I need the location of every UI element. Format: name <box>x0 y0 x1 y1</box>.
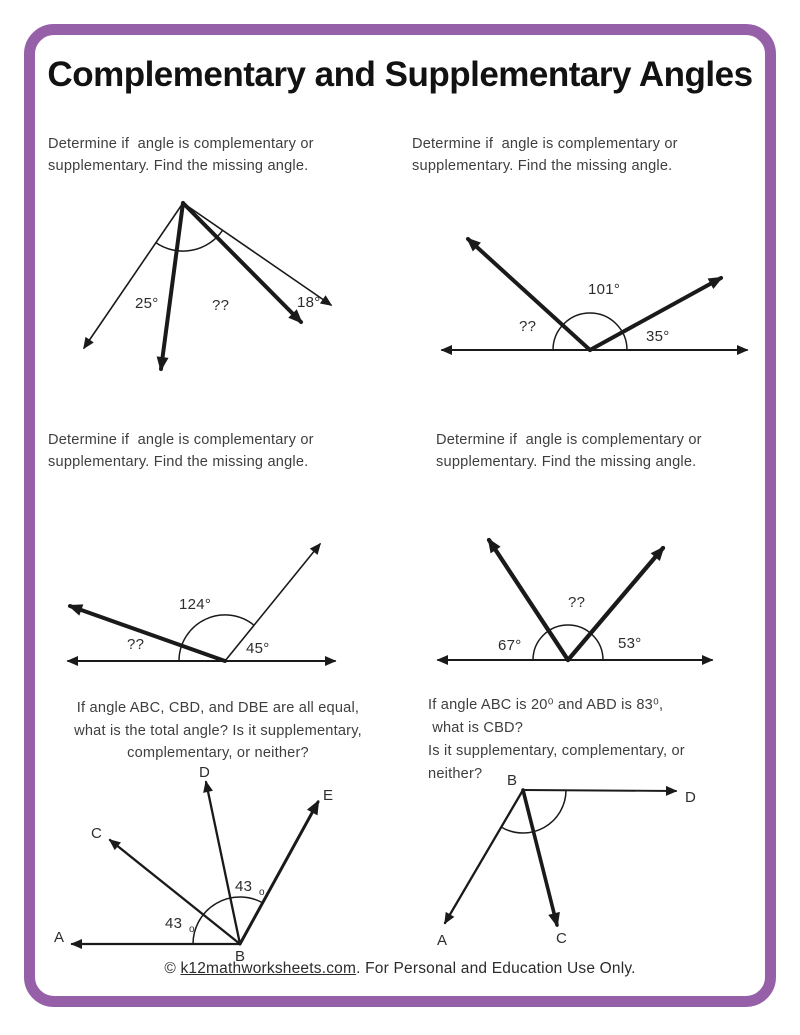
point-label-A: A <box>437 932 448 949</box>
instruction-line: supplementary. Find the missing angle. <box>48 454 309 470</box>
instruction-line: supplementary. Find the missing angle. <box>48 158 309 174</box>
diagram-problem-5 <box>54 764 333 965</box>
angle-label: ?? <box>212 297 230 314</box>
instruction-line: supplementary. Find the missing angle. <box>412 158 673 174</box>
question-line: neither? <box>428 766 483 782</box>
point-label-A: A <box>54 929 65 946</box>
ray-BA <box>445 790 523 923</box>
point-label-B: B <box>507 772 518 789</box>
question-line: If angle ABC is 20⁰ and ABD is 83⁰, <box>428 697 664 713</box>
question-line: Is it supplementary, complementary, or <box>428 743 685 759</box>
copyright-symbol: © <box>164 960 181 977</box>
angle-label: 101° <box>588 281 621 298</box>
angle-label: 25° <box>135 295 159 312</box>
angle-label: ?? <box>568 594 586 611</box>
angle-label: 43 <box>235 878 253 895</box>
ray-up-left-thick <box>70 606 225 661</box>
question-line: what is CBD? <box>428 720 524 736</box>
ray-BE <box>240 802 318 944</box>
point-label-C: C <box>556 930 568 947</box>
degree-mark: o <box>259 887 265 898</box>
point-label-D: D <box>199 764 211 781</box>
point-label-D: D <box>685 789 697 806</box>
angle-arc <box>553 313 627 350</box>
question-line: If angle ABC, CBD, and DBE are all equal, <box>76 700 360 716</box>
degree-mark: o <box>189 924 195 935</box>
question-line: what is the total angle? Is it supplementary, <box>74 722 362 739</box>
point-label-B: B <box>235 948 246 965</box>
angle-label: ?? <box>519 318 537 335</box>
footer-link[interactable]: k12mathworksheets.com <box>180 960 357 977</box>
angle-label: 45° <box>246 640 270 657</box>
point-label-E: E <box>323 787 334 804</box>
angle-label: 35° <box>646 328 670 345</box>
ray-BC <box>523 790 557 925</box>
instruction-line: Determine if angle is complementary or <box>436 432 702 448</box>
question-line: complementary, or neither? <box>127 745 309 761</box>
page-title: Complementary and Supplementary Angles <box>47 55 753 94</box>
point-label-C: C <box>91 825 103 842</box>
ray-up-right <box>225 544 320 661</box>
angle-label: 18° <box>297 294 321 311</box>
angle-label: 53° <box>618 635 642 652</box>
ray-down <box>161 203 183 369</box>
diagram-problem-3 <box>68 544 335 661</box>
diagram-problem-2 <box>442 239 747 350</box>
angle-label: 67° <box>498 637 522 654</box>
instruction-line: Determine if angle is complementary or <box>48 136 314 152</box>
footer-text: . For Personal and Education Use Only. <box>356 960 636 977</box>
footer <box>0 960 800 978</box>
diagram-problem-1 <box>84 203 331 369</box>
instruction-line: Determine if angle is complementary or <box>48 432 314 448</box>
diagram-problem-6 <box>437 772 696 949</box>
angle-label: 43 <box>165 915 183 932</box>
angle-label: ?? <box>127 636 145 653</box>
ray-BD <box>523 790 676 791</box>
ray-right-thin <box>183 203 331 305</box>
ray-right-thick <box>183 203 301 322</box>
instruction-line: Determine if angle is complementary or <box>412 136 678 152</box>
instruction-line: supplementary. Find the missing angle. <box>436 454 697 470</box>
angle-label: 124° <box>179 596 212 613</box>
diagram-problem-4 <box>438 540 712 660</box>
